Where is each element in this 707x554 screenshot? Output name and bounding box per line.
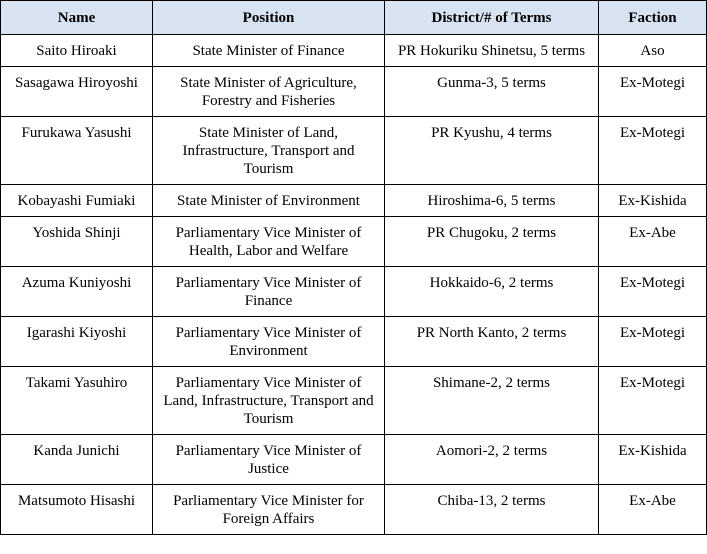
district-terms-cell: Chiba-13, 2 terms (385, 485, 599, 535)
faction-cell: Ex-Motegi (599, 67, 707, 117)
district-terms-cell: Hokkaido-6, 2 terms (385, 267, 599, 317)
position-cell: State Minister of Environment (153, 185, 385, 217)
table-row (1, 185, 707, 217)
district-terms-cell: PR Kyushu, 4 terms (385, 117, 599, 185)
position-cell: Parliamentary Vice Minister of Finance (153, 267, 385, 317)
position-cell: Parliamentary Vice Minister of Land, Infrastructure, Transport and Tourism (153, 367, 385, 435)
table-row (1, 267, 707, 317)
header-row (1, 1, 707, 35)
table-row (1, 67, 707, 117)
district-terms-cell: Aomori-2, 2 terms (385, 435, 599, 485)
district-terms-cell: PR North Kanto, 2 terms (385, 317, 599, 367)
table-row (1, 367, 707, 435)
position-cell: State Minister of Finance (153, 35, 385, 67)
faction-cell: Ex-Motegi (599, 117, 707, 185)
name-cell: Kanda Junichi (1, 435, 153, 485)
faction-cell: Ex-Motegi (599, 317, 707, 367)
district-terms-cell: Gunma-3, 5 terms (385, 67, 599, 117)
column-header-name: Name (1, 1, 153, 35)
column-header-faction: Faction (599, 1, 707, 35)
district-terms-cell: Hiroshima-6, 5 terms (385, 185, 599, 217)
faction-cell: Ex-Kishida (599, 435, 707, 485)
table-row (1, 435, 707, 485)
position-cell: Parliamentary Vice Minister of Environment (153, 317, 385, 367)
district-terms-cell: Shimane-2, 2 terms (385, 367, 599, 435)
position-cell: State Minister of Agriculture, Forestry and Fisheries (153, 67, 385, 117)
district-terms-cell: PR Chugoku, 2 terms (385, 217, 599, 267)
position-cell: Parliamentary Vice Minister of Justice (153, 435, 385, 485)
district-terms-cell: PR Hokuriku Shinetsu, 5 terms (385, 35, 599, 67)
position-cell: Parliamentary Vice Minister for Foreign Affairs (153, 485, 385, 535)
faction-cell: Ex-Abe (599, 485, 707, 535)
name-cell: Yoshida Shinji (1, 217, 153, 267)
name-cell: Sasagawa Hiroyoshi (1, 67, 153, 117)
name-cell: Matsumoto Hisashi (1, 485, 153, 535)
faction-cell: Aso (599, 35, 707, 67)
name-cell: Igarashi Kiyoshi (1, 317, 153, 367)
name-cell: Kobayashi Fumiaki (1, 185, 153, 217)
name-cell: Takami Yasuhiro (1, 367, 153, 435)
table-row (1, 35, 707, 67)
table-row (1, 485, 707, 535)
faction-cell: Ex-Motegi (599, 367, 707, 435)
table-row (1, 317, 707, 367)
column-header-position: Position (153, 1, 385, 35)
name-cell: Furukawa Yasushi (1, 117, 153, 185)
faction-cell: Ex-Abe (599, 217, 707, 267)
position-cell: State Minister of Land, Infrastructure, Transport and Tourism (153, 117, 385, 185)
position-cell: Parliamentary Vice Minister of Health, Labor and Welfare (153, 217, 385, 267)
faction-cell: Ex-Kishida (599, 185, 707, 217)
table-row (1, 217, 707, 267)
faction-cell: Ex-Motegi (599, 267, 707, 317)
name-cell: Saito Hiroaki (1, 35, 153, 67)
table-row (1, 117, 707, 185)
column-header-district-terms: District/# of Terms (385, 1, 599, 35)
name-cell: Azuma Kuniyoshi (1, 267, 153, 317)
